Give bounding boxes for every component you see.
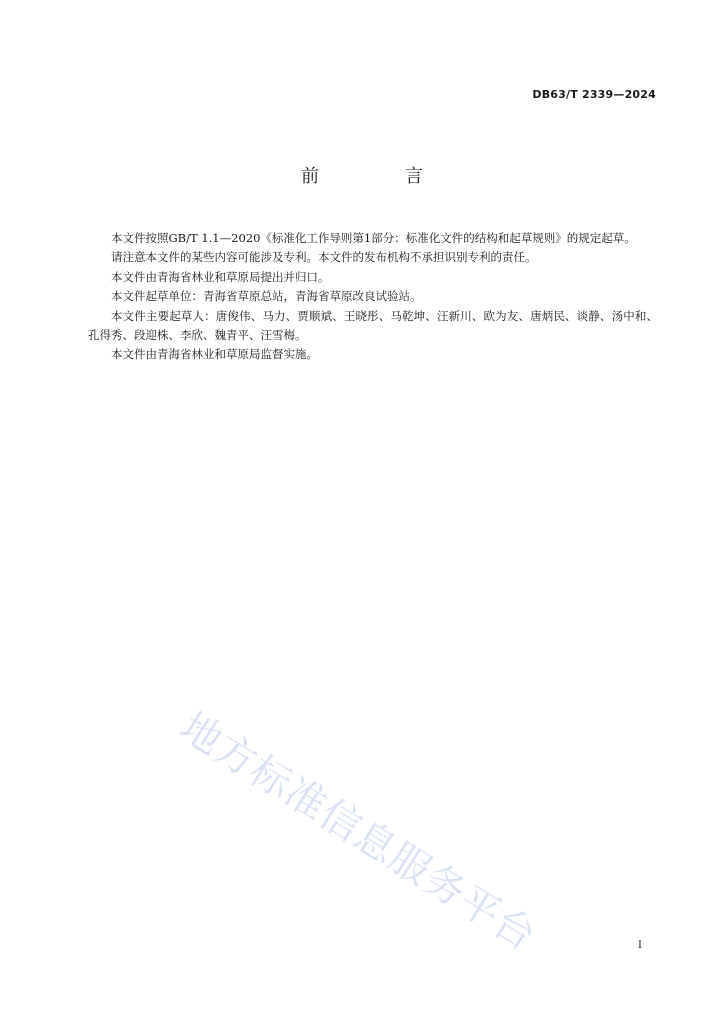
paragraph-patent-notice: 请注意本文件的某些内容可能涉及专利。本文件的发布机构不承担识别专利的责任。	[111, 250, 537, 265]
page-title: 前 言	[301, 166, 463, 187]
document-code: DB63/T 2339—2024	[532, 88, 656, 101]
paragraph-supervision: 本文件由青海省林业和草原局监督实施。	[111, 347, 318, 362]
paragraph-proposer: 本文件由青海省林业和草原局提出并归口。	[111, 269, 330, 284]
page-number: I	[638, 940, 642, 951]
paragraph-drafters: 本文件主要起草人：唐俊伟、马力、贾顺斌、王晓彤、马乾坤、汪新川、欧为友、唐炳民、谈静、汤中和、孔得秀、段迎株、李欣、魏青平、汪雪梅。	[88, 308, 658, 343]
foreword-body	[88, 229, 658, 365]
paragraph-drafting-rules: 本文件按照GB/T 1.1—2020《标准化工作导则第1部分：标准化文件的结构和起草规则》的规定起草。	[111, 231, 636, 245]
watermark: 地方标准信息服务平台	[171, 703, 545, 961]
paragraph-drafting-units: 本文件起草单位：青海省草原总站，青海省草原改良试验站。	[111, 289, 422, 304]
